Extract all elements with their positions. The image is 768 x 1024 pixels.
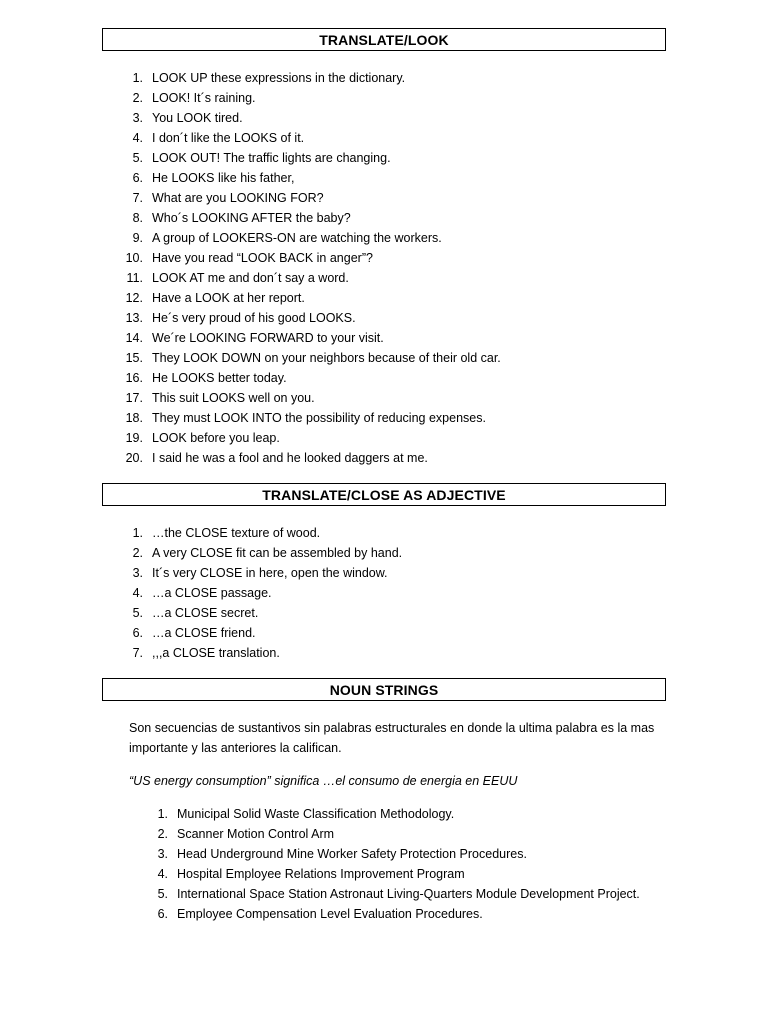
list-item-number: 2. [157, 827, 168, 841]
noun-list [148, 804, 640, 924]
noun-strings-definition [129, 718, 669, 758]
list-item-text: I don´t like the LOOKS of it. [152, 131, 305, 145]
list-item [123, 583, 402, 603]
list-item-number: 18. [125, 411, 143, 425]
section-title-text: NOUN STRINGS [329, 681, 439, 698]
list-item [123, 348, 501, 368]
list-item-text: …a CLOSE secret. [152, 606, 259, 620]
list-item-number: 10. [125, 251, 143, 265]
list-item-text: Employee Compensation Level Evaluation Procedures. [177, 907, 483, 921]
list-item-number: 9. [132, 231, 143, 245]
list-item [148, 884, 640, 904]
section-title-translate-close [102, 483, 666, 506]
list-item-number: 20. [125, 451, 143, 465]
list-item-text: A very CLOSE fit can be assembled by hand. [152, 546, 403, 560]
list-item-number: 5. [132, 151, 143, 165]
list-item-text: I said he was a fool and he looked daggers at me. [152, 451, 428, 465]
list-item-number: 6. [132, 626, 143, 640]
list-item-text: Head Underground Mine Worker Safety Protection Procedures. [177, 847, 527, 861]
list-item-number: 3. [132, 111, 143, 125]
list-item-text: You LOOK tired. [152, 111, 243, 125]
list-item-text: LOOK before you leap. [152, 431, 280, 445]
list-item [123, 523, 402, 543]
list-item-number: 5. [132, 606, 143, 620]
list-item [123, 328, 501, 348]
list-item-number: 8. [132, 211, 143, 225]
list-item [123, 88, 501, 108]
list-item-text: LOOK AT me and don´t say a word. [152, 271, 349, 285]
list-item-number: 6. [157, 907, 168, 921]
list-item-text: It´s very CLOSE in here, open the window. [152, 566, 388, 580]
list-item-number: 16. [125, 371, 143, 385]
list-item-number: 19. [125, 431, 143, 445]
list-item [123, 228, 501, 248]
list-item [123, 188, 501, 208]
list-item-number: 4. [157, 867, 168, 881]
list-item-text: They LOOK DOWN on your neighbors because of their old car. [152, 351, 501, 365]
list-item-number: 2. [132, 546, 143, 560]
list-item-number: 11. [126, 271, 143, 285]
list-item-number: 5. [157, 887, 168, 901]
list-item-number: 7. [132, 191, 143, 205]
list-item [148, 804, 640, 824]
list-item-text: What are you LOOKING FOR? [152, 191, 324, 205]
list-item [123, 208, 501, 228]
list-item [148, 904, 640, 924]
list-item-text: LOOK UP these expressions in the dictionary. [152, 71, 406, 85]
list-item [123, 68, 501, 88]
list-item [148, 844, 640, 864]
list-item-number: 12. [125, 291, 143, 305]
list-item-number: 1. [132, 526, 143, 540]
list-item-text: He LOOKS like his father, [152, 171, 295, 185]
list-item-text: He LOOKS better today. [152, 371, 287, 385]
list-item [123, 428, 501, 448]
list-item [123, 448, 501, 468]
list-item [123, 308, 501, 328]
list-item-text: We´re LOOKING FORWARD to your visit. [152, 331, 384, 345]
list-item-number: 1. [157, 807, 168, 821]
list-item [123, 408, 501, 428]
list-item-text: They must LOOK INTO the possibility of reducing expenses. [152, 411, 486, 425]
list-item-number: 3. [157, 847, 168, 861]
list-item-text: A group of LOOKERS-ON are watching the workers. [152, 231, 442, 245]
noun-strings-example: “US energy consumption” significa …el consumo de energia en EEUU [129, 774, 518, 788]
list-item [123, 643, 402, 663]
close-list [123, 523, 402, 663]
list-item [123, 268, 501, 288]
list-item-number: 4. [132, 586, 143, 600]
list-item-text: Municipal Solid Waste Classification Methodology. [177, 807, 455, 821]
list-item-text: ,,,a CLOSE translation. [152, 646, 280, 660]
list-item-text: LOOK OUT! The traffic lights are changing. [152, 151, 391, 165]
list-item-number: 14. [125, 331, 143, 345]
list-item [123, 563, 402, 583]
list-item-number: 2. [132, 91, 143, 105]
list-item-text: …the CLOSE texture of wood. [152, 526, 321, 540]
list-item-text: He´s very proud of his good LOOKS. [152, 311, 356, 325]
list-item-text: Have a LOOK at her report. [152, 291, 305, 305]
list-item [148, 864, 640, 884]
list-item [123, 248, 501, 268]
list-item [123, 543, 402, 563]
definition-line: importante y las anteriores la califican. [129, 741, 342, 755]
list-item-text: International Space Station Astronaut Living-Quarters Module Development Project. [177, 887, 640, 901]
list-item-number: 7. [132, 646, 143, 660]
list-item-text: Who´s LOOKING AFTER the baby? [152, 211, 351, 225]
section-title-translate-look [102, 28, 666, 51]
list-item-number: 6. [132, 171, 143, 185]
list-item-text: LOOK! It´s raining. [152, 91, 256, 105]
section-title-text: TRANSLATE/LOOK [319, 31, 449, 48]
list-item-number: 13. [125, 311, 143, 325]
list-item [123, 623, 402, 643]
list-item [123, 108, 501, 128]
list-item [123, 288, 501, 308]
list-item-number: 3. [132, 566, 143, 580]
list-item-text: …a CLOSE friend. [152, 626, 256, 640]
list-item-text: …a CLOSE passage. [152, 586, 272, 600]
list-item [123, 368, 501, 388]
list-item-number: 4. [132, 131, 143, 145]
section-title-noun-strings [102, 678, 666, 701]
list-item-number: 15. [125, 351, 143, 365]
list-item-number: 1. [132, 71, 143, 85]
list-item [148, 824, 640, 844]
list-item [123, 168, 501, 188]
definition-line: Son secuencias de sustantivos sin palabras estructurales en donde la ultima palabra es la mas [129, 721, 655, 735]
section-title-text: TRANSLATE/CLOSE AS ADJECTIVE [262, 486, 506, 503]
look-list [123, 68, 501, 468]
list-item-text: This suit LOOKS well on you. [152, 391, 315, 405]
list-item [123, 148, 501, 168]
list-item [123, 128, 501, 148]
list-item-number: 17. [125, 391, 143, 405]
list-item [123, 388, 501, 408]
list-item [123, 603, 402, 623]
list-item-text: Have you read “LOOK BACK in anger”? [152, 251, 373, 265]
list-item-text: Scanner Motion Control Arm [177, 827, 335, 841]
list-item-text: Hospital Employee Relations Improvement Program [177, 867, 465, 881]
